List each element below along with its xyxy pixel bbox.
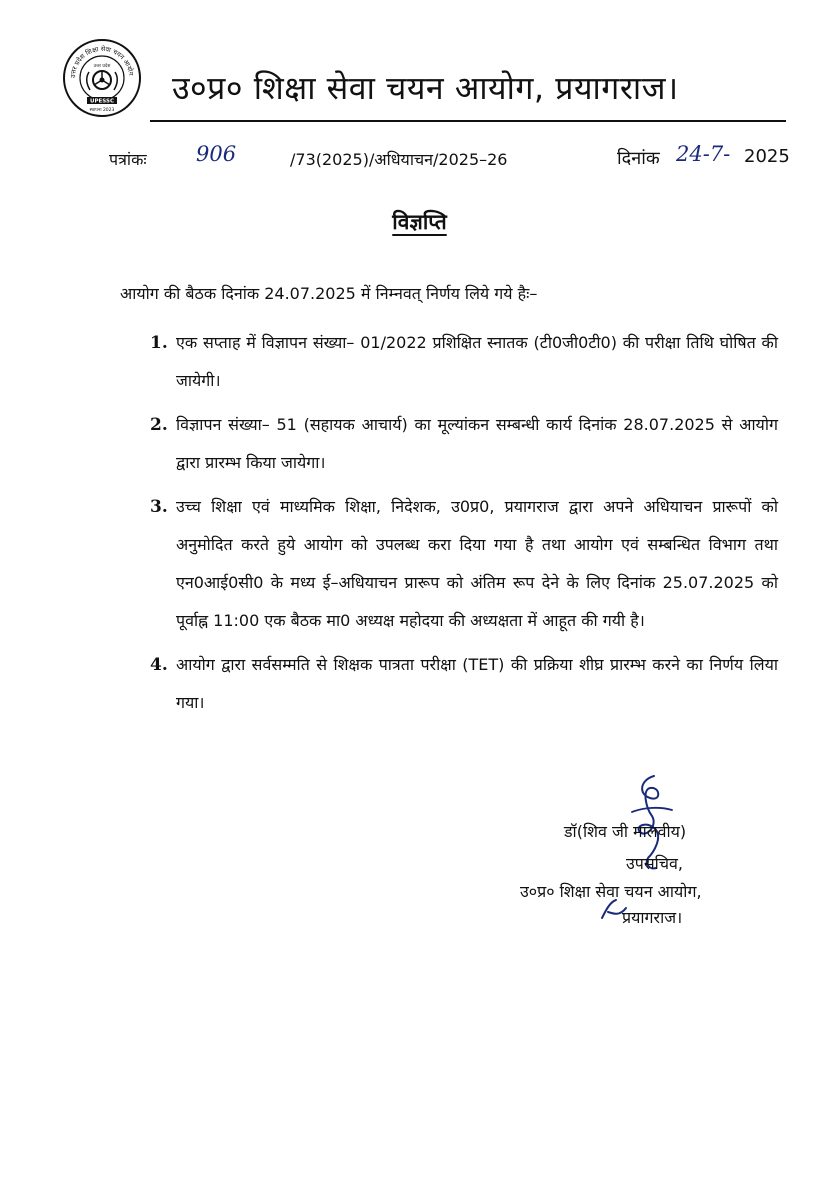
date-year: 2025 bbox=[744, 146, 790, 167]
item-text: एक सप्ताह में विज्ञापन संख्या– 01/2022 प्रशिक्षित स्नातक (टी0जी0टी0) की परीक्षा तिथि घोषित की जायेगी। bbox=[176, 333, 778, 390]
item-text: विज्ञापन संख्या– 51 (सहायक आचार्य) का मूल्यांकन सम्बन्धी कार्य दिनांक 28.07.2025 से आयोग द्वारा प्रारम्भ किया जायेगा। bbox=[176, 415, 778, 472]
svg-text:उत्तर प्रदेश: उत्तर प्रदेश bbox=[93, 64, 111, 69]
svg-text:स्थापना 2023: स्थापना 2023 bbox=[89, 108, 115, 113]
item-text: आयोग द्वारा सर्वसम्मति से शिक्षक पात्रता परीक्षा (TET) की प्रक्रिया शीघ्र प्रारम्भ करने का निर्णय लिया गया। bbox=[176, 655, 778, 712]
item-number: 4. bbox=[150, 655, 168, 675]
ref-suffix: /73(2025)/अधियाचन/2025–26 bbox=[290, 150, 508, 169]
signatory-city: प्रयागराज। bbox=[622, 908, 683, 927]
signatory-designation: उपसचिव, bbox=[626, 854, 683, 873]
svg-text:उत्तर प्रदेश शिक्षा सेवा चयन आ: उत्तर प्रदेश शिक्षा सेवा चयन आयोग bbox=[68, 44, 135, 79]
item-text: उच्च शिक्षा एवं माध्यमिक शिक्षा, निदेशक, उ0प्र0, प्रयागराज द्वारा अपने अधियाचन प्रारूपों को अनुमोदित करते हुये आयोग को उपलब्ध करा दिया गया है तथा आयोग एवं सम्बन्धित विभाग तथा एन0आई0सी0 के मध्य ई–अधियाचन प्रारूप को अंतिम रूप देने के लिए दिनांक 25.07.2025 को पूर्वाह्न 11:00 एक बैठक मा0 अध्यक्ष महोदया की अध्यक्षता में आहूत की गयी है। bbox=[176, 497, 778, 630]
item-number: 1. bbox=[150, 333, 168, 353]
decision-item bbox=[150, 488, 778, 640]
decision-item bbox=[150, 324, 778, 400]
date-handwritten: 24-7- bbox=[676, 142, 731, 166]
upessc-logo bbox=[62, 38, 142, 118]
ref-number-handwritten: 906 bbox=[196, 142, 237, 166]
date-label: दिनांक bbox=[617, 148, 660, 169]
item-number: 2. bbox=[150, 415, 168, 435]
notice-intro: आयोग की बैठक दिनांक 24.07.2025 में निम्नवत् निर्णय लिये गये हैः– bbox=[120, 284, 538, 303]
org-title: उ०प्र० शिक्षा सेवा चयन आयोग, प्रयागराज। bbox=[172, 69, 679, 107]
reference-line bbox=[0, 142, 839, 172]
decision-list bbox=[150, 324, 778, 728]
signatory-name: डॉ(शिव जी मालवीय) bbox=[564, 822, 687, 841]
notice-heading: विज्ञप्ति bbox=[392, 210, 447, 234]
decision-item bbox=[150, 406, 778, 482]
decision-item bbox=[150, 646, 778, 722]
ref-label: पत्रांकः bbox=[109, 150, 147, 169]
signatory-org: उ०प्र० शिक्षा सेवा चयन आयोग, bbox=[520, 882, 702, 901]
item-number: 3. bbox=[150, 497, 168, 517]
svg-text:UPESSC: UPESSC bbox=[90, 98, 114, 105]
signature-block bbox=[520, 800, 820, 940]
header-rule bbox=[150, 120, 786, 122]
